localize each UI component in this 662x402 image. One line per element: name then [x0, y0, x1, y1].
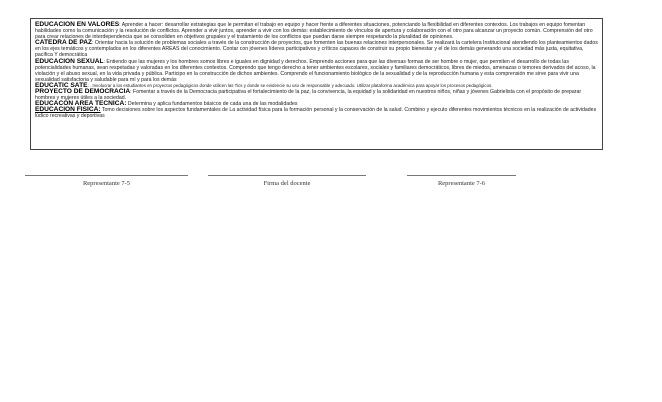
- section-text: : . Involucrar a los estudiantes en proyectos pedagógicos donde utilicen las Tics y donde se evidencie su uso de responsable y adecuado. Utilizar plataforma académica para apoyar los procesos pedagógicos.: [87, 82, 493, 88]
- section-text: Determina y aplica fundamentos básicos de cada una de las modalidades: [126, 101, 298, 108]
- section-heading: PROYECTO DE DEMOCRACIA: [35, 88, 131, 96]
- section-text: : Entiendo que las mujeres y los hombres somos libres e iguales en dignidad y derechos. Emprendo acciones para que las diversas formas de ser hombre o mujer, que permiten el desarrollo de todas las potencialidades humanas, sean respetadas y valoradas en los diferentes contextos. Comprendo que tengo derecho a tener ambientes escolares, sociales y familiares democráticos, libres de miedos, amenazas o temores derivados del acoso, la violación y el abuso sexual, en la vida privada y pública. Participo en la construcción de dichos ambientes. Comprendo el funcionamiento biológico de la sexualidad y de la reproducción humana y esta comprensión me sirve para vivir una sexualidad satisfactoria y saludable para mí y para los demás: [35, 58, 596, 83]
- section-educacion-fisica: [35, 107, 598, 119]
- section-heading: EDUCACION FISICA:: [35, 106, 101, 114]
- section-text: : Orientar hacia la solución de problemas sociales a través de la construcción de proyectos, que fomenten las buenas relaciones interpersonales. Se realizará la cartelera Institucional atendiendo los planteamientos dados en los ejes temáticos y contemplados en los diferentes AREAS del conocimiento. Contar con jóvenes líderes participativos y críticos capaces de construir su propio bienestar y el de los demás generando una sociedad más justa, equitativa, pacífica Y democrática: [35, 40, 598, 59]
- section-educacion-sexual: [35, 59, 598, 83]
- signature-line: [25, 175, 188, 176]
- section-heading: EDUCACION SEXUAL: [35, 57, 104, 65]
- signature-label: Representante 7-5: [82, 180, 131, 187]
- section-heading: EDUCACION EN VALORES: [35, 21, 120, 28]
- content-box: [30, 18, 603, 150]
- section-heading: CATEDRA DE PAZ: [35, 39, 93, 47]
- section-catedra-paz: [35, 40, 598, 58]
- signature-right: [407, 175, 516, 187]
- signature-label: Representante 7-6: [437, 180, 486, 187]
- section-text: Tomo decisiones sobre los aspectos fundamentales de La actividad física para la formación personal y la conservación de la salud. Combino y ejecuto diferentes movimientos técnicos en la realización de actividades lúdico recreativas y deportivas: [35, 107, 597, 120]
- section-text: : Aprender a hacer: desarrollar estrategias que le permitan el trabajo en equipo y hacer frente a diferentes situaciones, potenciando la flexibilidad en diferentes contextos. Los trabajos en equipo fomentan habilidades como la comunicación y la resolución de conflictos. Aprender a vivir juntos, aprender a vivir con los demás: establecimiento de vínculos de apertura y colaboración con el otro para alcanzar un proyecto común. Comprensión del otro para crear relaciones de interdependencia que se consoliden en objetivos grupales y el tratamiento de los conflictos que puedan darse siempre respetando la pluralidad de opiniones.: [35, 22, 593, 41]
- section-educacion-valores: [35, 22, 598, 40]
- signature-left: [25, 175, 188, 187]
- section-text: : Fomentar a través de la Democracia participativa el fortalecimiento de la paz, la convivencia, la equidad y la solidaridad en nuestros niños, niñas y jóvenes Gabrielista con el propósito de preparar hombres y mujeres útiles a la sociedad.: [35, 89, 582, 102]
- section-heading: EDUCACÓN AREA TECNICA:: [35, 100, 127, 108]
- section-heading: EDUCATIC SATE: [35, 81, 88, 89]
- signature-line: [407, 175, 516, 176]
- signature-center: [208, 175, 366, 187]
- signature-line: [208, 175, 366, 176]
- signature-label: Firma del docente: [263, 180, 311, 187]
